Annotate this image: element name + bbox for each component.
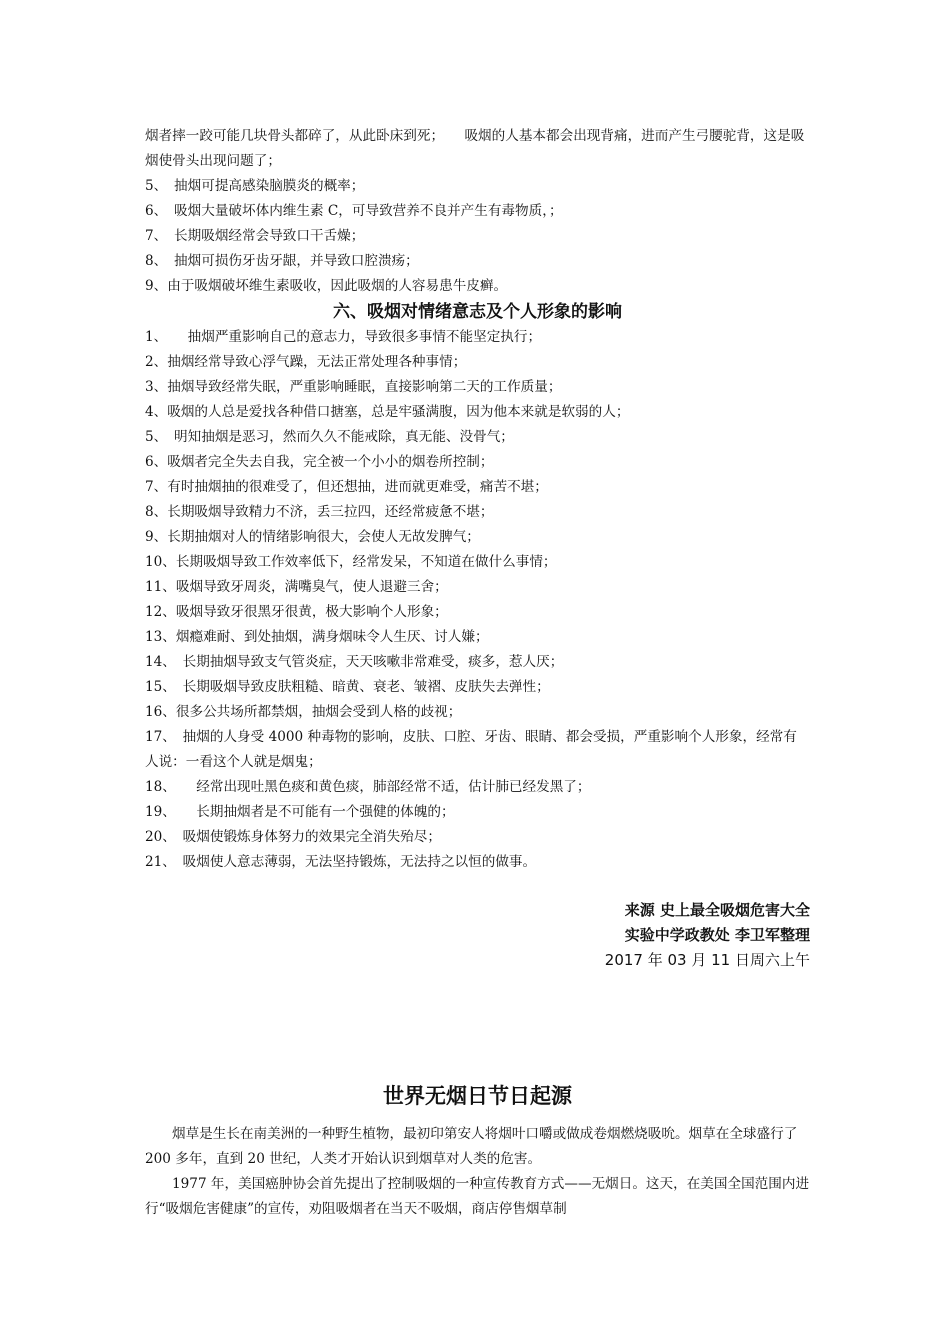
paragraph: 烟者摔一跤可能几块骨头都碎了，从此卧床到死； 吸烟的人基本都会出现背痛，进而产生弓腰驼背，这是吸烟使骨头出现问题了； [145, 128, 805, 169]
paragraph: 1977 年，美国癌肿协会首先提出了控制吸烟的一种宣传教育方式——无烟日。这天，在美国全国范围内进行“吸烟危害健康”的宣传，劝阻吸烟者在当天不吸烟，商店停售烟草制 [145, 1176, 810, 1217]
list-item: 6、 吸烟大量破坏体内维生素 C，可导致营养不良并产生有毒物质，； [145, 203, 563, 219]
list-item: 5、 明知抽烟是恶习，然而久久不能戒除，真无能、没骨气； [145, 429, 514, 445]
source-line: 来源 史上最全吸烟危害大全 [624, 901, 810, 919]
list-item: 9、由于吸烟破坏维生素吸收，因此吸烟的人容易患牛皮癣。 [145, 278, 508, 294]
section-heading: 六、吸烟对情绪意志及个人形象的影响 [333, 302, 622, 322]
paragraph: 烟草是生长在南美洲的一种野生植物，最初印第安人将烟叶口嚼或做成卷烟燃烧吸吮。烟草在全球盛行了 200 多年，直到 20 世纪，人类才开始认识到烟草对人类的危害。 [145, 1126, 798, 1167]
document-body [145, 124, 810, 973]
list-item: 14、 长期抽烟导致支气管炎症，天天咳嗽非常难受，痰多，惹人厌； [145, 654, 564, 670]
list-item: 1、 抽烟严重影响自己的意志力，导致很多事情不能坚定执行； [145, 329, 542, 345]
list-item: 19、 长期抽烟者是不可能有一个强健的体魄的； [145, 804, 455, 820]
list-item: 13、烟瘾难耐、到处抽烟，满身烟味令人生厌、讨人嫌； [145, 629, 489, 645]
list-item: 9、长期抽烟对人的情绪影响很大，会使人无故发脾气； [145, 529, 480, 545]
list-item: 21、 吸烟使人意志薄弱，无法坚持锻炼，无法持之以恒的做事。 [145, 854, 537, 870]
list-item: 6、吸烟者完全失去自我，完全被一个小小的烟卷所控制； [145, 454, 494, 470]
list-item: 15、 长期吸烟导致皮肤粗糙、暗黄、衰老、皱褶、皮肤失去弹性； [145, 679, 550, 695]
list-item: 16、很多公共场所都禁烟，抽烟会受到人格的歧视； [145, 704, 462, 720]
list-item: 20、 吸烟使锻炼身体努力的效果完全消失殆尽； [145, 829, 441, 845]
list-item: 18、 经常出现吐黑色痰和黄色痰，肺部经常不适，估计肺已经发黑了； [145, 779, 591, 795]
list-item: 4、吸烟的人总是爱找各种借口搪塞，总是牢骚满腹，因为他本来就是软弱的人； [145, 404, 630, 420]
list-item: 12、吸烟导致牙很黑牙很黄，极大影响个人形象； [145, 604, 448, 620]
list-item: 7、有时抽烟抽的很难受了，但还想抽，进而就更难受，痛苦不堪； [145, 479, 548, 495]
list-item: 8、长期吸烟导致精力不济，丢三拉四，还经常疲惫不堪； [145, 504, 494, 520]
list-item: 11、吸烟导致牙周炎，满嘴臭气，使人退避三舍； [145, 579, 448, 595]
list-item: 3、抽烟导致经常失眠，严重影响睡眠，直接影响第二天的工作质量； [145, 379, 562, 395]
list-item: 5、 抽烟可提高感染脑膜炎的概率； [145, 178, 365, 194]
list-item: 7、 长期吸烟经常会导致口干舌燥； [145, 228, 365, 244]
origin-section [145, 1122, 810, 1222]
author-line: 实验中学政教处 李卫军整理 [624, 926, 810, 944]
list-item: 2、抽烟经常导致心浮气躁，无法正常处理各种事情； [145, 354, 467, 370]
page-title: 世界无烟日节日起源 [383, 1084, 572, 1108]
list-item: 8、 抽烟可损伤牙齿牙龈，并导致口腔溃疡； [145, 253, 419, 269]
list-item: 17、 抽烟的人身受 4000 种毒物的影响，皮肤、口腔、牙齿、眼睛、都会受损，严重影响个人形象，经常有人说：一看这个人就是烟鬼； [145, 729, 797, 770]
list-item: 10、长期吸烟导致工作效率低下，经常发呆，不知道在做什么事情； [145, 554, 557, 570]
date-line: 2017 年 03 月 11 日周六上午 [604, 951, 810, 969]
